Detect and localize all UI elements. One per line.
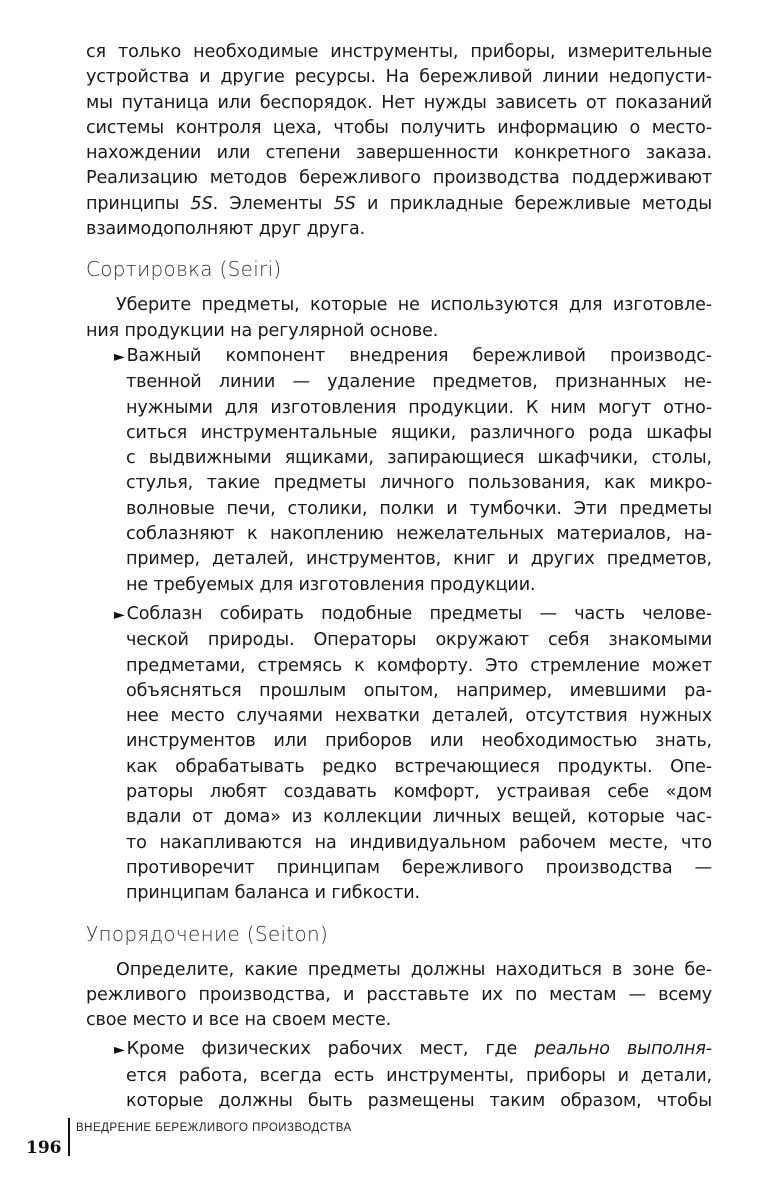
section-heading-seiri: Сортировка (Seiri) — [86, 257, 282, 282]
text-line: стулья, такие предметы личного пользования, как микро- — [126, 473, 712, 494]
text-line: противоречит принципам бережливого производства — — [126, 857, 712, 878]
text-line: ситься инструментальные ящики, различного рода шкафы — [126, 422, 712, 443]
text-line: инструментов или приборов или необходимостью знать, — [126, 731, 712, 752]
text-line: раторы любят создавать комфорт, устраивая себе «дом — [126, 782, 712, 803]
text-span: принципы — [86, 193, 191, 214]
text-line: Уберите предметы, которые не используются для изготовле- — [116, 295, 712, 316]
text-line: принципам баланса и гибкости. — [126, 883, 420, 904]
text-line: режливого производства, и расставьте их по местам — всему — [86, 984, 712, 1005]
text-span: Кроме физических рабочих мест, где — [126, 1039, 535, 1060]
intro-paragraph — [86, 40, 712, 242]
text-line: то накапливаются на индивидуальном рабочем месте, что — [126, 832, 712, 853]
text-line: взаимодополняют друг друга. — [86, 219, 366, 240]
text-line: вдали от дома» из коллекции личных вещей, которые час- — [126, 807, 712, 828]
bullet-item — [86, 1037, 712, 1114]
text-line: устройства и другие ресурсы. На бережливой линии недопусти- — [86, 67, 712, 88]
text-line: с выдвижными ящиками, запирающиеся шкафчики, столы, — [126, 448, 712, 469]
text-line: соблазняют к накоплению нежелательных материалов, на- — [126, 524, 712, 545]
text-line — [86, 1037, 712, 1063]
text-line: системы контроля цеха, чтобы получить информацию о место- — [86, 117, 712, 138]
footer-divider — [68, 1118, 70, 1156]
text-line — [86, 192, 712, 217]
section-lead-paragraph — [86, 293, 712, 344]
bullet-item — [86, 602, 712, 907]
italic-phrase: реально выполня- — [534, 1039, 713, 1060]
triangle-right-icon: ► — [114, 1042, 125, 1059]
text-span: Соблазн собирать подобные предметы — часть челове- — [126, 603, 712, 624]
text-column — [86, 40, 712, 1114]
text-line: ся только необходимые инструменты, приборы, измерительные — [86, 42, 712, 62]
text-line: свое место и все на своем месте. — [86, 1010, 392, 1031]
text-line: ческой природы. Операторы окружают себя знакомыми — [126, 630, 712, 651]
running-title: ВНЕДРЕНИЕ БЕРЕЖЛИВОГО ПРОИЗВОДСТВА — [76, 1122, 352, 1134]
text-line: как обрабатывать редко встречающиеся продукты. Опе- — [126, 756, 712, 777]
text-line: мы путаница или беспорядок. Нет нужды зависеть от показаний — [86, 92, 712, 113]
text-line: нужными для изготовления продукции. К ним могут отно- — [126, 397, 712, 418]
bullet-item — [86, 344, 712, 598]
section-heading-seiton: Упорядочение (Seiton) — [86, 921, 329, 946]
text-line: объясняться прошлым опытом, например, имевшими ра- — [126, 680, 712, 701]
text-line: не требуемых для изготовления продукции. — [126, 574, 536, 595]
text-line: нее место случаями нехватки деталей, отсутствия нужных — [126, 706, 712, 727]
text-line: нахождении или степени завершенности конкретного заказа. — [86, 143, 712, 164]
text-line: Реализацию методов бережливого производства поддерживают — [86, 168, 712, 189]
text-line: волновые печи, столики, полки и тумбочки. Эти предметы — [126, 498, 712, 519]
text-line: Определите, какие предметы должны находиться в зоне бе- — [116, 959, 712, 980]
text-span: Важный компонент внедрения бережливой производс- — [126, 345, 712, 366]
text-span: . Элементы — [212, 193, 334, 214]
text-line: твенной линии — удаление предметов, признанных не- — [126, 372, 712, 393]
text-span: и прикладные бережливые методы — [355, 193, 712, 214]
text-line: которые должны быть размещены таким образом, чтобы — [126, 1090, 712, 1111]
text-line: ется работа, всегда есть инструменты, приборы и детали, — [126, 1065, 712, 1086]
text-line: предметами, стремясь к комфорту. Это стремление может — [126, 655, 712, 676]
italic-term: 5S — [190, 193, 213, 214]
text-line: пример, деталей, инструментов, книг и других предметов, — [126, 549, 712, 570]
text-line — [86, 344, 712, 370]
triangle-right-icon: ► — [114, 348, 125, 365]
text-line: ния продукции на регулярной основе. — [86, 320, 439, 341]
page-footer — [26, 1118, 352, 1158]
triangle-right-icon: ► — [114, 606, 125, 623]
italic-term: 5S — [333, 193, 356, 214]
section-lead-paragraph — [86, 958, 712, 1034]
text-line — [86, 602, 712, 628]
page-number: 196 — [26, 1138, 62, 1158]
